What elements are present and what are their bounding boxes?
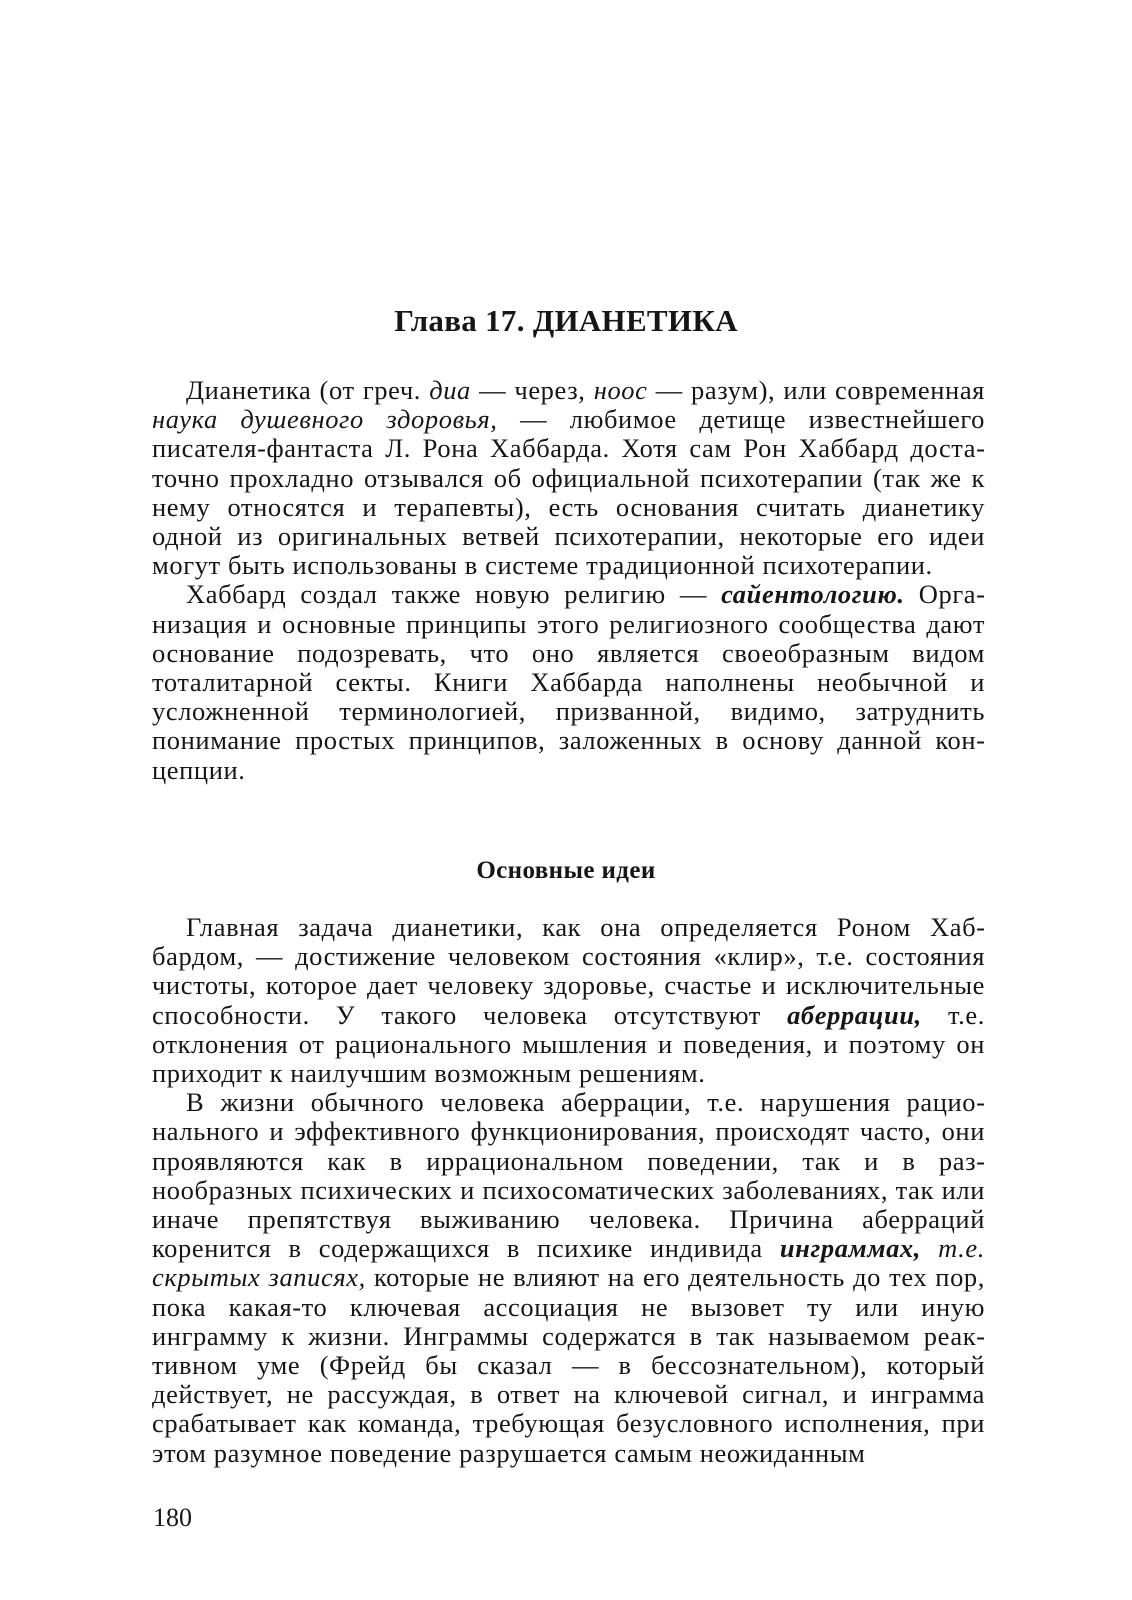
term-noos: ноос — [593, 375, 648, 405]
paragraph-engrams — [152, 1088, 985, 1468]
page-number: 180 — [153, 1503, 192, 1532]
chapter-title: Глава 17. ДИАНЕТИКА — [394, 303, 738, 338]
term-scientology: сайентологию. — [721, 579, 905, 610]
paragraph-dianetics-definition — [152, 376, 985, 580]
text-run: — разум), или современная — [647, 375, 985, 405]
section-title: Основные идеи — [476, 857, 656, 884]
text-run: Главная задача дианетики, как она определяется Роном Хаббардом, — достижение человеком состояния «клир», т.е. состояния чистоты, которое дает человеку здоровье, счастье и исключительные способности. У такого человека отсутствуют — [152, 912, 985, 1030]
term-engrams: инграммах, — [779, 1233, 921, 1264]
text-run: т.е. отклонения от рационального мышления и поведения, и поэтому он приходит к наилучшим возможным решениям. — [152, 999, 985, 1089]
intro-text-block — [152, 376, 985, 785]
text-run: которые не влияют на его деятельность до тех пор, пока какая-то ключевая ассоциация не вызовет ту или иную инграмму к жизни. Инграммы содержатся в так называемом реактивном уме (Фрейд бы сказал — в бессознательном), который действует, не рассуждая, в ответ на ключевой сигнал, и инграмма срабатывает как команда, требующая безусловного исполнения, при этом разумное поведение разрушается самым неожиданным — [152, 1262, 985, 1468]
text-run: В жизни обычного человека аберрации, т.е. нарушения рационального и эффективного функционирования, происходят часто, они проявляются как в иррациональном поведении, так и в разнообразных психических и психосоматических заболеваниях, так или иначе препятствуя выживанию человека. Причина аберраций коренится в содержащихся в психике индивида — [152, 1087, 985, 1264]
text-run: Организация и основные принципы этого религиозного сообщества дают основание подозревать, что оно является своеобразным видом тоталитарной секты. Книги Хаббарда наполнены необычной и усложненной терминологией, призванной, видимо, затруднить понимание простых принципов, заложенных в основу данной концепции. — [152, 579, 985, 785]
term-dia: диа — [429, 375, 471, 405]
text-run: — любимое детище известнейшего писателя-фантаста Л. Рона Хаббарда. Хотя сам Рон Хаббард достаточно прохладно отзывался об официальной психотерапии (так же к нему относятся и терапевты), есть основания считать дианетику одной из оригинальных ветвей психотерапии, некоторые его идеи могут быть использованы в системе традиционной психотерапии. — [152, 404, 985, 581]
paragraph-main-goal — [152, 913, 985, 1088]
term-mental-health-science: наука душевного здоровья, — [152, 404, 498, 435]
paragraph-scientology — [152, 580, 985, 784]
term-aberrations: аберрации, — [787, 999, 922, 1030]
text-run: — через, — [470, 375, 594, 405]
text-run: Хаббард создал также новую религию — — [186, 579, 722, 610]
main-ideas-text-block — [152, 913, 985, 1468]
term-hidden-records: т.е. скрытых записях, — [152, 1233, 985, 1293]
text-run: Дианетика (от греч. — [186, 375, 430, 405]
